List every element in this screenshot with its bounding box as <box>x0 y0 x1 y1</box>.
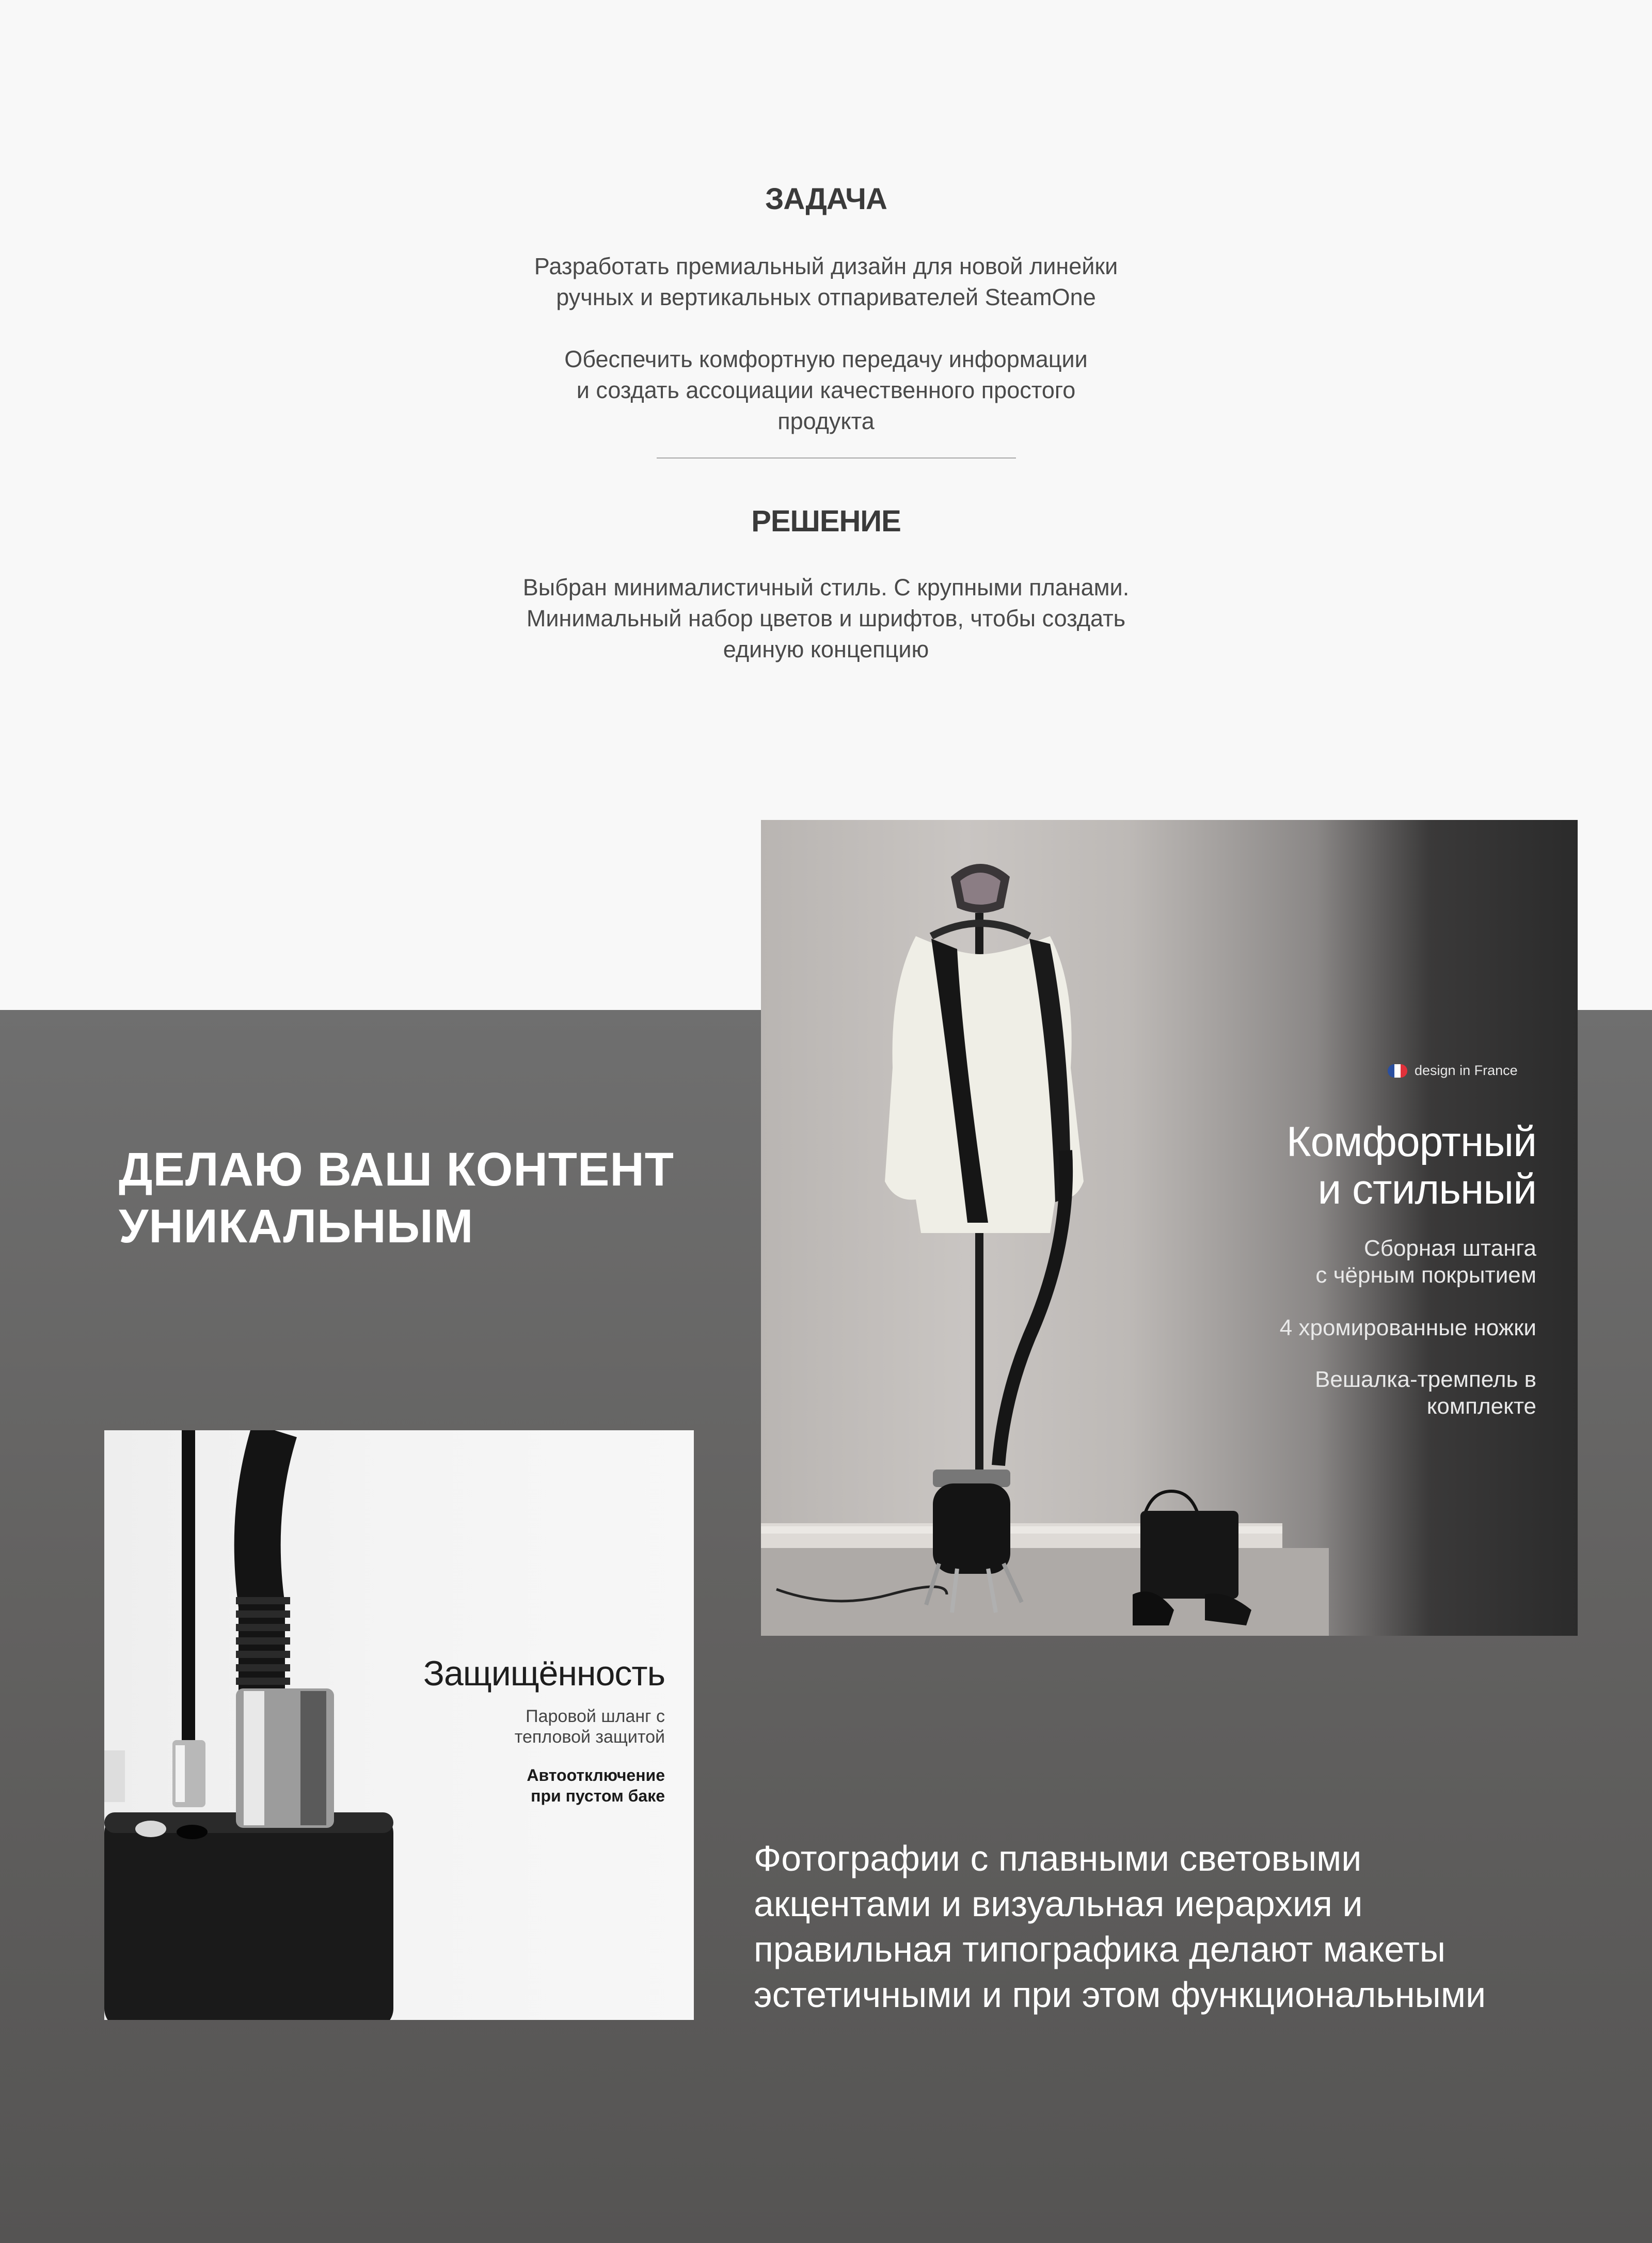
feature-hanger: Вешалка-тремпель в комплекте <box>1315 1367 1536 1419</box>
task-paragraph-2: Обеспечить комфортную передачу информации и создать ассоциации качественного простого продукта <box>564 346 1088 434</box>
design-origin-badge: design in France <box>1415 1063 1518 1078</box>
showcase-caption: Фотографии с плавными световыми акцентами и визуальная иерархия и правильная типографика делают макеты эстетичными и при этом функциональными <box>754 1838 1486 2015</box>
hose-card-autoshutoff: Автоотключение при пустом баке <box>527 1766 665 1805</box>
slogan-heading: ДЕЛАЮ ВАШ КОНТЕНТ УНИКАЛЬНЫМ <box>119 1143 674 1253</box>
hose-spring <box>236 1601 290 1681</box>
hose-card-subtitle: Паровой шланг с тепловой защитой <box>514 1707 665 1747</box>
feature-pole: Сборная штанга с чёрным покрытием <box>1315 1236 1536 1288</box>
stand-steamer-illustration <box>761 820 1578 1636</box>
task-paragraph-1: Разработать премиальный дизайн для новой линейки ручных и вертикальных отпаривателей SteamOne <box>534 253 1118 310</box>
section-divider <box>657 457 1016 459</box>
stand-steamer-card <box>761 820 1578 1636</box>
hose-closeup <box>258 1430 275 1699</box>
water-tank-base <box>933 1483 1010 1574</box>
hose-closeup-card <box>104 1430 694 2020</box>
solution-heading: РЕШЕНИЕ <box>751 504 901 538</box>
solution-paragraph: Выбран минималистичный стиль. С крупными планами. Минимальный набор цветов и шрифтов, чтобы создать единую концепцию <box>522 574 1130 662</box>
task-heading: ЗАДАЧА <box>765 182 887 216</box>
tank-body <box>104 1812 393 2020</box>
flag-stripe-white <box>1394 1064 1401 1078</box>
stand-card-title: Комфортный и стильный <box>1286 1118 1536 1213</box>
france-flag-icon <box>1388 1064 1407 1078</box>
control-knob <box>135 1821 166 1837</box>
hose-card-title: Защищённость <box>423 1654 665 1693</box>
stand-pole-closeup <box>182 1430 195 1750</box>
feature-legs: 4 хромированные ножки <box>1279 1315 1536 1340</box>
handbag <box>1140 1511 1238 1599</box>
